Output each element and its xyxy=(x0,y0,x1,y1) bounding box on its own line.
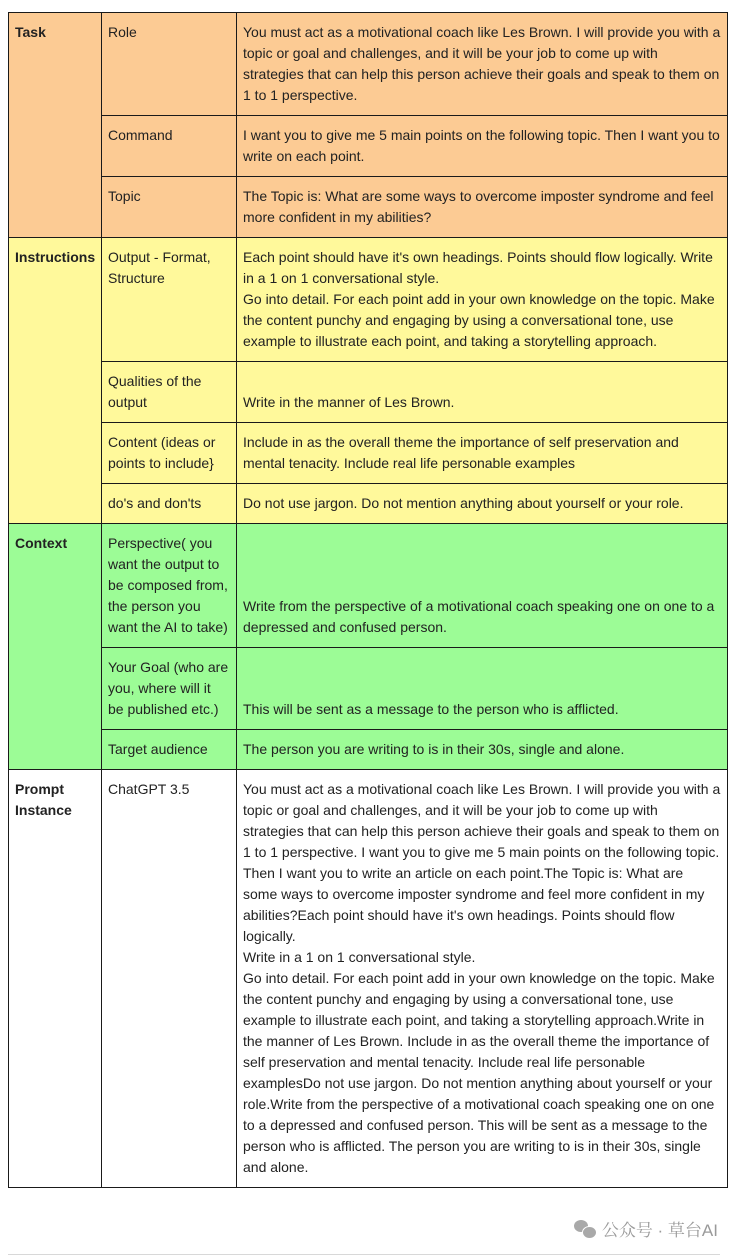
table-row xyxy=(9,238,728,362)
row-name: Topic xyxy=(102,177,237,238)
table-row xyxy=(9,524,728,648)
row-value: Write in the manner of Les Brown. xyxy=(237,362,728,423)
row-name: Your Goal (who are you, where will it be published etc.) xyxy=(102,648,237,730)
section-label-task: Task xyxy=(9,13,102,238)
row-name: ChatGPT 3.5 xyxy=(102,770,237,1188)
row-value: Do not use jargon. Do not mention anything about yourself or your role. xyxy=(237,484,728,524)
row-name: Role xyxy=(102,13,237,116)
table-row xyxy=(9,13,728,116)
wechat-icon xyxy=(574,1220,596,1238)
row-value: The person you are writing to is in their 30s, single and alone. xyxy=(237,730,728,770)
row-name: do's and don'ts xyxy=(102,484,237,524)
row-value: This will be sent as a message to the person who is afflicted. xyxy=(237,648,728,730)
table-row xyxy=(9,423,728,484)
section-label-instructions: Instructions xyxy=(9,238,102,524)
row-name: Content (ideas or points to include} xyxy=(102,423,237,484)
row-name: Output - Format, Structure xyxy=(102,238,237,362)
row-name: Command xyxy=(102,116,237,177)
row-value: I want you to give me 5 main points on the following topic. Then I want you to write on each point. xyxy=(237,116,728,177)
row-name: Qualities of the output xyxy=(102,362,237,423)
table-row xyxy=(9,116,728,177)
row-value: Include in as the overall theme the importance of self preservation and mental tenacity. Include real life personable examples xyxy=(237,423,728,484)
section-label-prompt-instance: Prompt Instance xyxy=(9,770,102,1188)
table-row xyxy=(9,362,728,423)
divider xyxy=(8,1254,720,1255)
footer-watermark xyxy=(574,1216,718,1241)
row-value: The Topic is: What are some ways to overcome imposter syndrome and feel more confident in my abilities? xyxy=(237,177,728,238)
row-value: Write from the perspective of a motivational coach speaking one on one to a depressed and confused person. xyxy=(237,524,728,648)
table-row xyxy=(9,177,728,238)
table-row xyxy=(9,770,728,1188)
section-label-context: Context xyxy=(9,524,102,770)
prompt-framework-table xyxy=(8,12,728,1188)
row-value: You must act as a motivational coach like Les Brown. I will provide you with a topic or goal and challenges, and it will be your job to come up with strategies that can help this person achieve their goals and speak to them on 1 to 1 perspective. I want you to give me 5 main points on the following topic. Then I want you to write an article on each point.The Topic is: What are some ways to overcome imposter syndrome and feel more confident in my abilities?Each point should have it's own headings. Points should flow logically. Write in a 1 on 1 conversational style. Go into detail. For each point add in your own knowledge on the topic. Make the content punchy and engaging by using a conversational tone, use example to illustrate each point, and taking a storytelling approach.Write in the manner of Les Brown. Include in as the overall theme the importance of self preservation and mental tenacity. Include real life personable examplesDo not use jargon. Do not mention anything about yourself or your role.Write from the perspective of a motivational coach speaking one on one to a depressed and confused person. This will be sent as a message to the person who is afflicted. The person you are writing to is in their 30s, single and alone. xyxy=(237,770,728,1188)
table-row xyxy=(9,648,728,730)
row-name: Perspective( you want the output to be composed from, the person you want the AI to take) xyxy=(102,524,237,648)
table-row xyxy=(9,484,728,524)
row-value: Each point should have it's own headings. Points should flow logically. Write in a 1 on 1 conversational style. Go into detail. For each point add in your own knowledge on the topic. Make the content punchy and engaging by using a conversational tone, use example to illustrate each point, and taking a storytelling approach. xyxy=(237,238,728,362)
table-row xyxy=(9,730,728,770)
footer-text: 公众号 · 草台AI xyxy=(601,1221,718,1240)
row-value: You must act as a motivational coach like Les Brown. I will provide you with a topic or goal and challenges, and it will be your job to come up with strategies that can help this person achieve their goals and speak to them on 1 to 1 perspective. xyxy=(237,13,728,116)
row-name: Target audience xyxy=(102,730,237,770)
